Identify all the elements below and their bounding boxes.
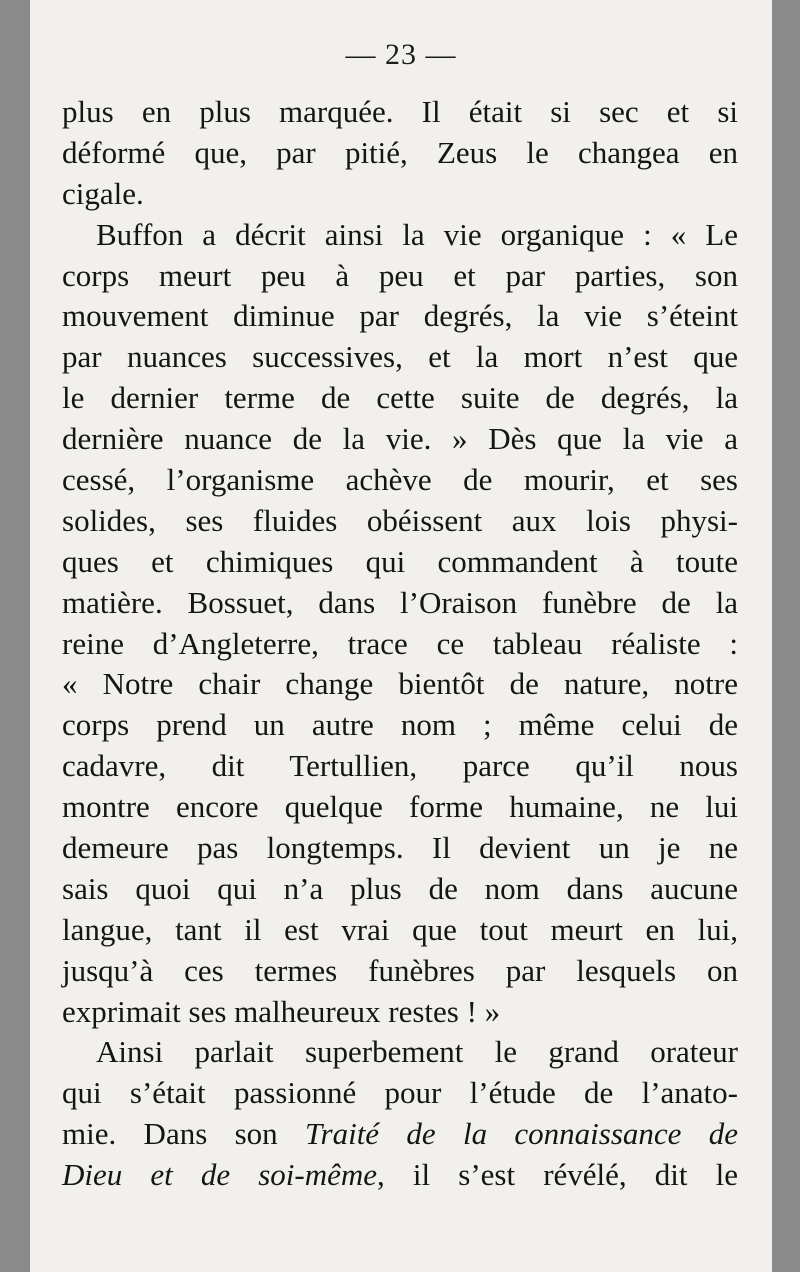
text-line: matière. Bossuet, dans l’Oraison funèbre de la bbox=[62, 584, 738, 620]
text-line: montre encore quelque forme humaine, ne lui bbox=[62, 789, 738, 825]
text-line: corps meurt peu à peu et par parties, son bbox=[62, 257, 738, 293]
page-number: — 23 — bbox=[345, 38, 457, 71]
text-line: Buffon a décrit ainsi la vie organique : « Le bbox=[96, 216, 738, 252]
text-line: mouvement diminue par degrés, la vie s’éteint bbox=[62, 298, 738, 334]
text-line: jusqu’à ces termes funèbres par lesquels on bbox=[62, 952, 738, 988]
text-line: Ainsi parlait superbement le grand orateur bbox=[96, 1034, 738, 1070]
text-line: demeure pas longtemps. Il devient un je ne bbox=[62, 830, 738, 866]
book-page bbox=[30, 0, 772, 1272]
text-line: plus en plus marquée. Il était si sec et si bbox=[62, 94, 738, 129]
text-line: langue, tant il est vrai que tout meurt en lui, bbox=[62, 911, 738, 947]
body-text bbox=[62, 92, 738, 1196]
text-line: « Notre chair change bientôt de nature, notre bbox=[62, 666, 738, 702]
text-line: le dernier terme de cette suite de degrés, la bbox=[62, 380, 738, 416]
text-line: par nuances successives, et la mort n’est que bbox=[62, 339, 738, 375]
text-line: sais quoi qui n’a plus de nom dans aucune bbox=[62, 870, 738, 906]
text-line: qui s’était passionné pour l’étude de l’anato- bbox=[62, 1075, 738, 1111]
text-line: reine d’Angleterre, trace ce tableau réaliste : bbox=[62, 625, 738, 661]
text-line: corps prend un autre nom ; même celui de bbox=[62, 707, 738, 743]
text-line: cigale. bbox=[62, 175, 144, 211]
text-line: cessé, l’organisme achève de mourir, et ses bbox=[62, 462, 738, 498]
text-line: exprimait ses malheureux restes ! » bbox=[62, 993, 501, 1029]
text-line: déformé que, par pitié, Zeus le changea en bbox=[62, 134, 738, 170]
text-line: Dieu et de soi-même, il s’est révélé, dit le bbox=[62, 1157, 738, 1193]
text-line: cadavre, dit Tertullien, parce qu’il nous bbox=[62, 748, 738, 784]
text-line: dernière nuance de la vie. » Dès que la vie a bbox=[62, 421, 738, 457]
text-line: solides, ses fluides obéissent aux lois physi- bbox=[62, 502, 738, 538]
text-line: mie. Dans son Traité de la connaissance de bbox=[62, 1116, 738, 1152]
text-line: ques et chimiques qui commandent à toute bbox=[62, 543, 738, 579]
